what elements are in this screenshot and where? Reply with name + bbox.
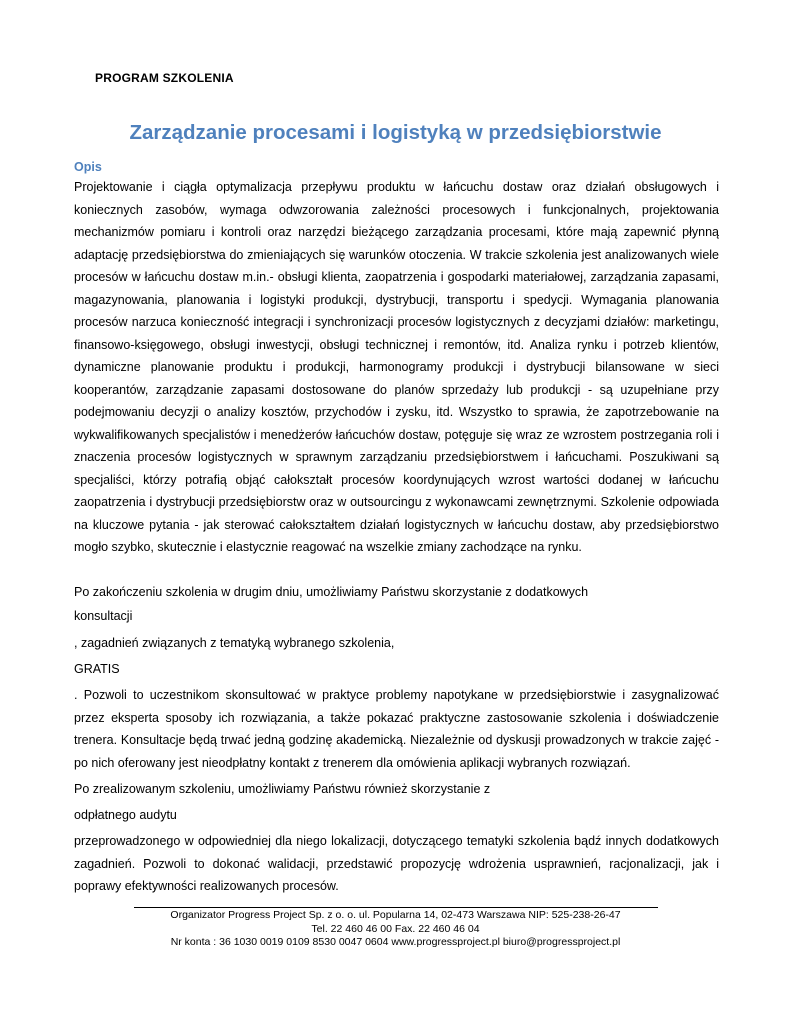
consultation-free-label: GRATIS [74, 662, 120, 676]
document-title: Zarządzanie procesami i logistyką w przedsiębiorstwie [129, 121, 662, 144]
footer-organizer: Organizator Progress Project Sp. z o. o. ul. Popularna 14, 02-473 Warszawa NIP: 525-238-26-47 [170, 909, 621, 921]
description-heading: Opis [74, 160, 102, 174]
program-label: PROGRAM SZKOLENIA [95, 71, 234, 85]
audit-keyword: odpłatnego audytu [74, 808, 177, 822]
consultation-details: . Pozwoli to uczestnikom skonsultować w praktyce problemy napotykane w przedsiębiorstwie i zasygnalizować przez eksperta sposoby ich rozwiązania, a także pokazać praktyczne zastosowanie szkolenia i doświadczenie trenera. Konsultacje będą trwać jedną godzinę akademicką. Niezależnie od dyskusji prowadzonych w trakcie zajęć - po nich oferowany jest nieodpłatny kontakt z trenerem dla omówienia aplikacji wybranych rozwiązań. [74, 688, 719, 770]
consultation-keyword: konsultacji [74, 609, 133, 623]
consultation-intro: Po zakończeniu szkolenia w drugim dniu, umożliwiamy Państwu skorzystanie z dodatkowych [74, 585, 589, 599]
footer-phone-fax: Tel. 22 460 46 00 Fax. 22 460 46 04 [311, 922, 480, 935]
footer [0, 909, 791, 950]
footer-divider [134, 907, 658, 908]
description-paragraph: Projektowanie i ciągła optymalizacja przepływu produktu w łańcuchu dostaw oraz działań obsługowych i koniecznych zasobów, wymaga odwzorowania zależności procesowych i funkcjonalnych, projektowania mechanizmów pomiaru i kontroli oraz narzędzi bieżącego zarządzania procesami, które mają zapewnić płynną adaptację przedsiębiorstwa do zmieniających się warunków otoczenia. W trakcie szkolenia jest analizowanych wiele procesów w łańcuchu dostaw m.in.- obsługi klienta, zaopatrzenia i gospodarki materiałowej, zarządzania zapasami, magazynowania, planowania i logistyki produkcji, dystrybucji, transportu i spedycji. Wymagania planowania procesów narzuca konieczność integracji i synchronizacji procesów logistycznych z decyzjami działów: marketingu, finansowo-księgowego, obsługi inwestycji, obsługi technicznej i remontów, itd. Analiza rynku i potrzeb klientów, dynamiczne planowanie produktu i produkcji, harmonogramy produkcji i dystrybucji bilansowane w sieci kooperantów, zarządzanie zapasami dostosowane do planów sprzedaży lub produkcji - są uzupełniane przy podejmowaniu decyzji o analizy kosztów, przychodów i zysku, itd. Wszystko to sprawia, że zapotrzebowanie na wykwalifikowanych specjalistów i menedżerów łańcuchów dostaw, potęguje się wraz ze wzrostem postrzegania roli i znaczenia procesów logistycznych w sprawnym zarządzaniu przedsiębiorstwem i łańcuchami. Poszukiwani są specjaliści, którzy potrafią objąć całokształt procesów koordynujących wzrost wartości dodanej w łańcuchu zaopatrzenia i dystrybucji przedsiębiorstw oraz w outsourcingu z wykonawcami zewnętrznymi. Szkolenie odpowiada na kluczowe pytania - jak sterować całokształtem działań logistycznych w łańcuchu dostaw, aby przedsiębiorstwo mogło szybko, skutecznie i elastycznie reagować na wszelkie zmiany zachodzące na rynku. [74, 180, 719, 554]
audit-details: przeprowadzonego w odpowiedniej dla niego lokalizacji, dotyczącego tematyki szkolenia bądź innych dodatkowych zagadnień. Pozwoli to dokonać walidacji, przedstawić propozycję wdrożenia usprawnień, racjonalizacji, jak i poprawy efektywności realizowanych procesów. [74, 834, 719, 893]
consultation-topics: , zagadnień związanych z tematyką wybranego szkolenia, [74, 636, 395, 650]
footer-account-contact: Nr konta : 36 1030 0019 0109 8530 0047 0604 www.progressproject.pl biuro@progressproject.pl [170, 936, 621, 948]
audit-intro: Po zrealizowanym szkoleniu, umożliwiamy Państwu również skorzystanie z [74, 782, 491, 796]
